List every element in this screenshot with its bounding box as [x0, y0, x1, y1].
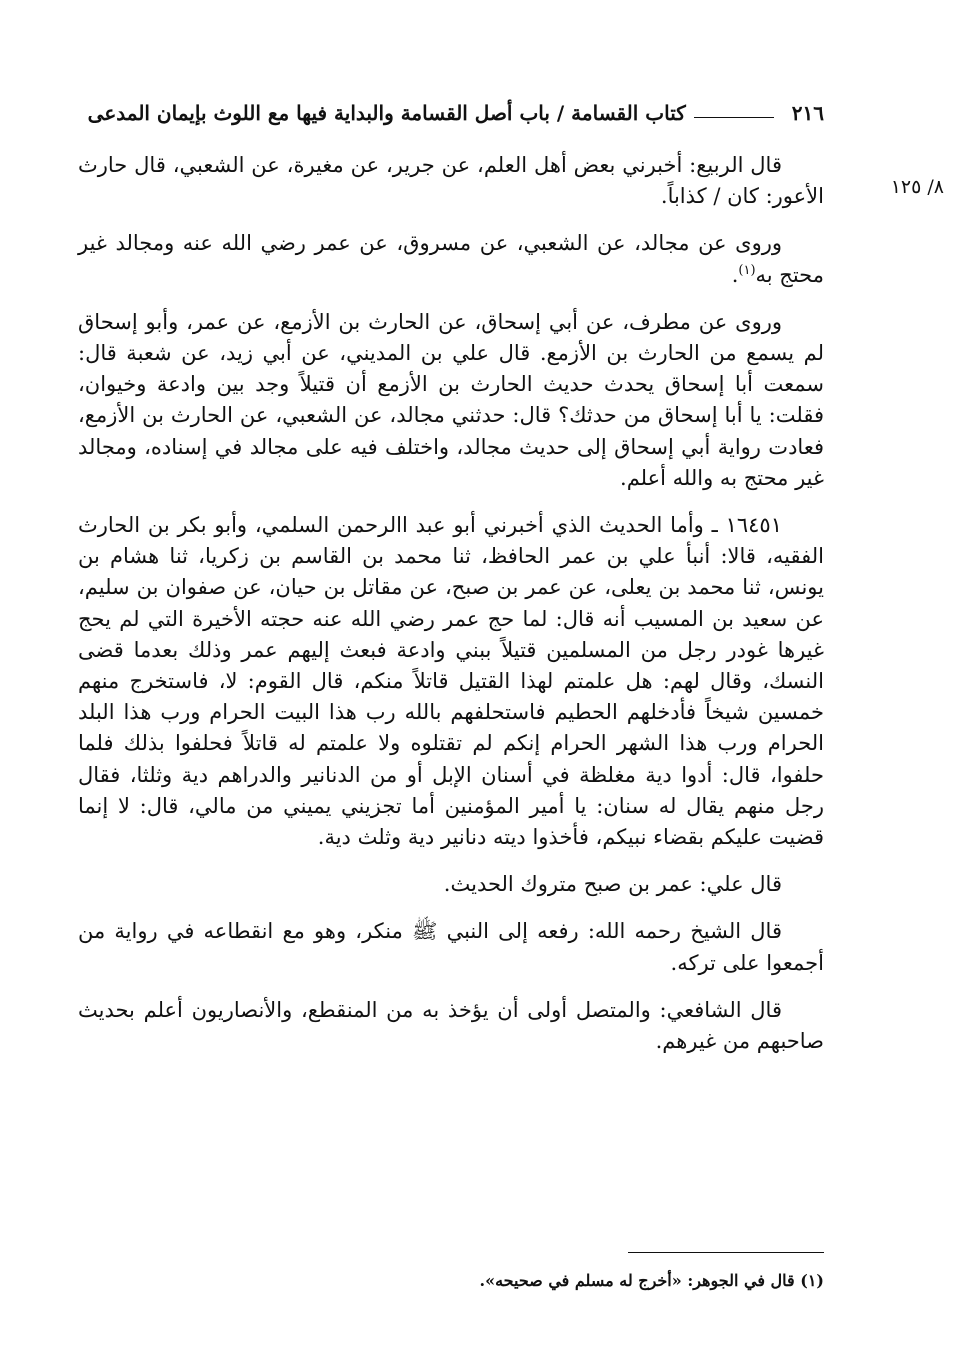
paragraph-3: وروى عن مطرف، عن أبي إسحاق، عن الحارث بن الأزمع، عن عمر، وأبو إسحاق لم يسمع من الحارث بن الأزمع. قال علي بن المديني، عن أبي زيد، عن شعبة قال: سمعت أبا إسحاق يحدث حديث الحارث بن الأزمع أن قتيلاً وجد بين وادعة وخيوان، فقلت: يا أبا إسحاق من حدثك؟ قال: حدثني مجالد، عن الشعبي، عن الحارث بن الأزمع، فعادت رواية أبي إسحاق إلى حديث مجالد، واختلف فيه على مجالد في إسناده، ومجالد غير محتج به والله أعلم.: [78, 309, 824, 490]
header-title: كتاب القسامة / باب أصل القسامة والبداية فيها مع اللوث بإيمان المدعى: [87, 101, 686, 125]
paragraph-7: قال الشافعي: والمتصل أولى أن يؤخذ به من المنقطع، والأنصاريون أعلم بحديث صاحبهم من غيرهم.: [78, 997, 824, 1054]
body-text: [78, 150, 824, 1057]
header-rule: [694, 117, 774, 118]
running-header: [78, 92, 824, 128]
footnote: (١) قال في الجوهر: «أخرج له مسلم في صحيحه».: [479, 1271, 824, 1290]
paragraph-2: وروى عن مجالد، عن الشعبي، عن مسروق، عن عمر رضي الله عنه ومجالد غير محتج به$^{(١)}$.: [78, 231, 824, 287]
margin-reference: ٨/ ١٢٥: [890, 176, 944, 198]
paragraph-4: ١٦٤٥١ ـ وأما الحديث الذي أخبرني أبو عبد االرحمن السلمي، وأبو بكر بن الحارث الفقيه، قالا: أنبأ علي بن عمر الحافظ، ثنا محمد بن القاسم بن زكريا، ثنا هشام بن يونس، ثنا محمد بن يعلى، عن عمر بن صبح، عن مقاتل بن حيان، عن صفوان بن سليم، عن سعيد بن المسيب أنه قال: لما حج عمر رضي الله عنه حجته الأخيرة التي لم يحج غيرها غودر رجل من المسلمين قتيلاً ببني وادعة فبعث إليهم عمر وذلك بعدما قضى النسك، وقال لهم: هل علمتم لهذا القتيل قاتلاً منكم، قال القوم: لا، فاستخرج منهم خمسين شيخاً فأدخلهم الحطيم فاستحلفهم بالله رب هذا البيت الحرام ورب هذا البلد الحرام ورب هذا الشهر الحرام إنكم لم تقتلوه ولا علمتم له قاتلاً فحلفوا بذلك فلما حلفوا، قال: أدوا دية مغلظة في أسنان الإبل أو من الدنانير والدراهم دية وثلثا، فقال رجل منهم يقال له سنان: يا أمير المؤمنين أما تجزيني يميني من مالي، قال: لا إنما قضيت عليكم بقضاء نبيكم، فأخذوا ديته دنانير دية وثلث دية.: [78, 513, 824, 850]
footnote-marker: (١): [738, 262, 756, 278]
footnote-rule: [628, 1252, 824, 1253]
page-number: ٢١٦: [791, 101, 824, 125]
paragraph-1: قال الربيع: أخبرني بعض أهل العلم، عن جرير، عن مغيرة، عن الشعبي، قال حارث الأعور: كان / كذاباً.: [78, 153, 824, 209]
paragraph-6: قال الشيخ رحمه الله: رفعه إلى النبي ﷺ منكر، وهو مع انقطاعه في رواية من أجمعوا على تركه.: [78, 919, 824, 975]
paragraph-5: قال علي: عمر بن صبح متروك الحديث.: [443, 872, 782, 897]
